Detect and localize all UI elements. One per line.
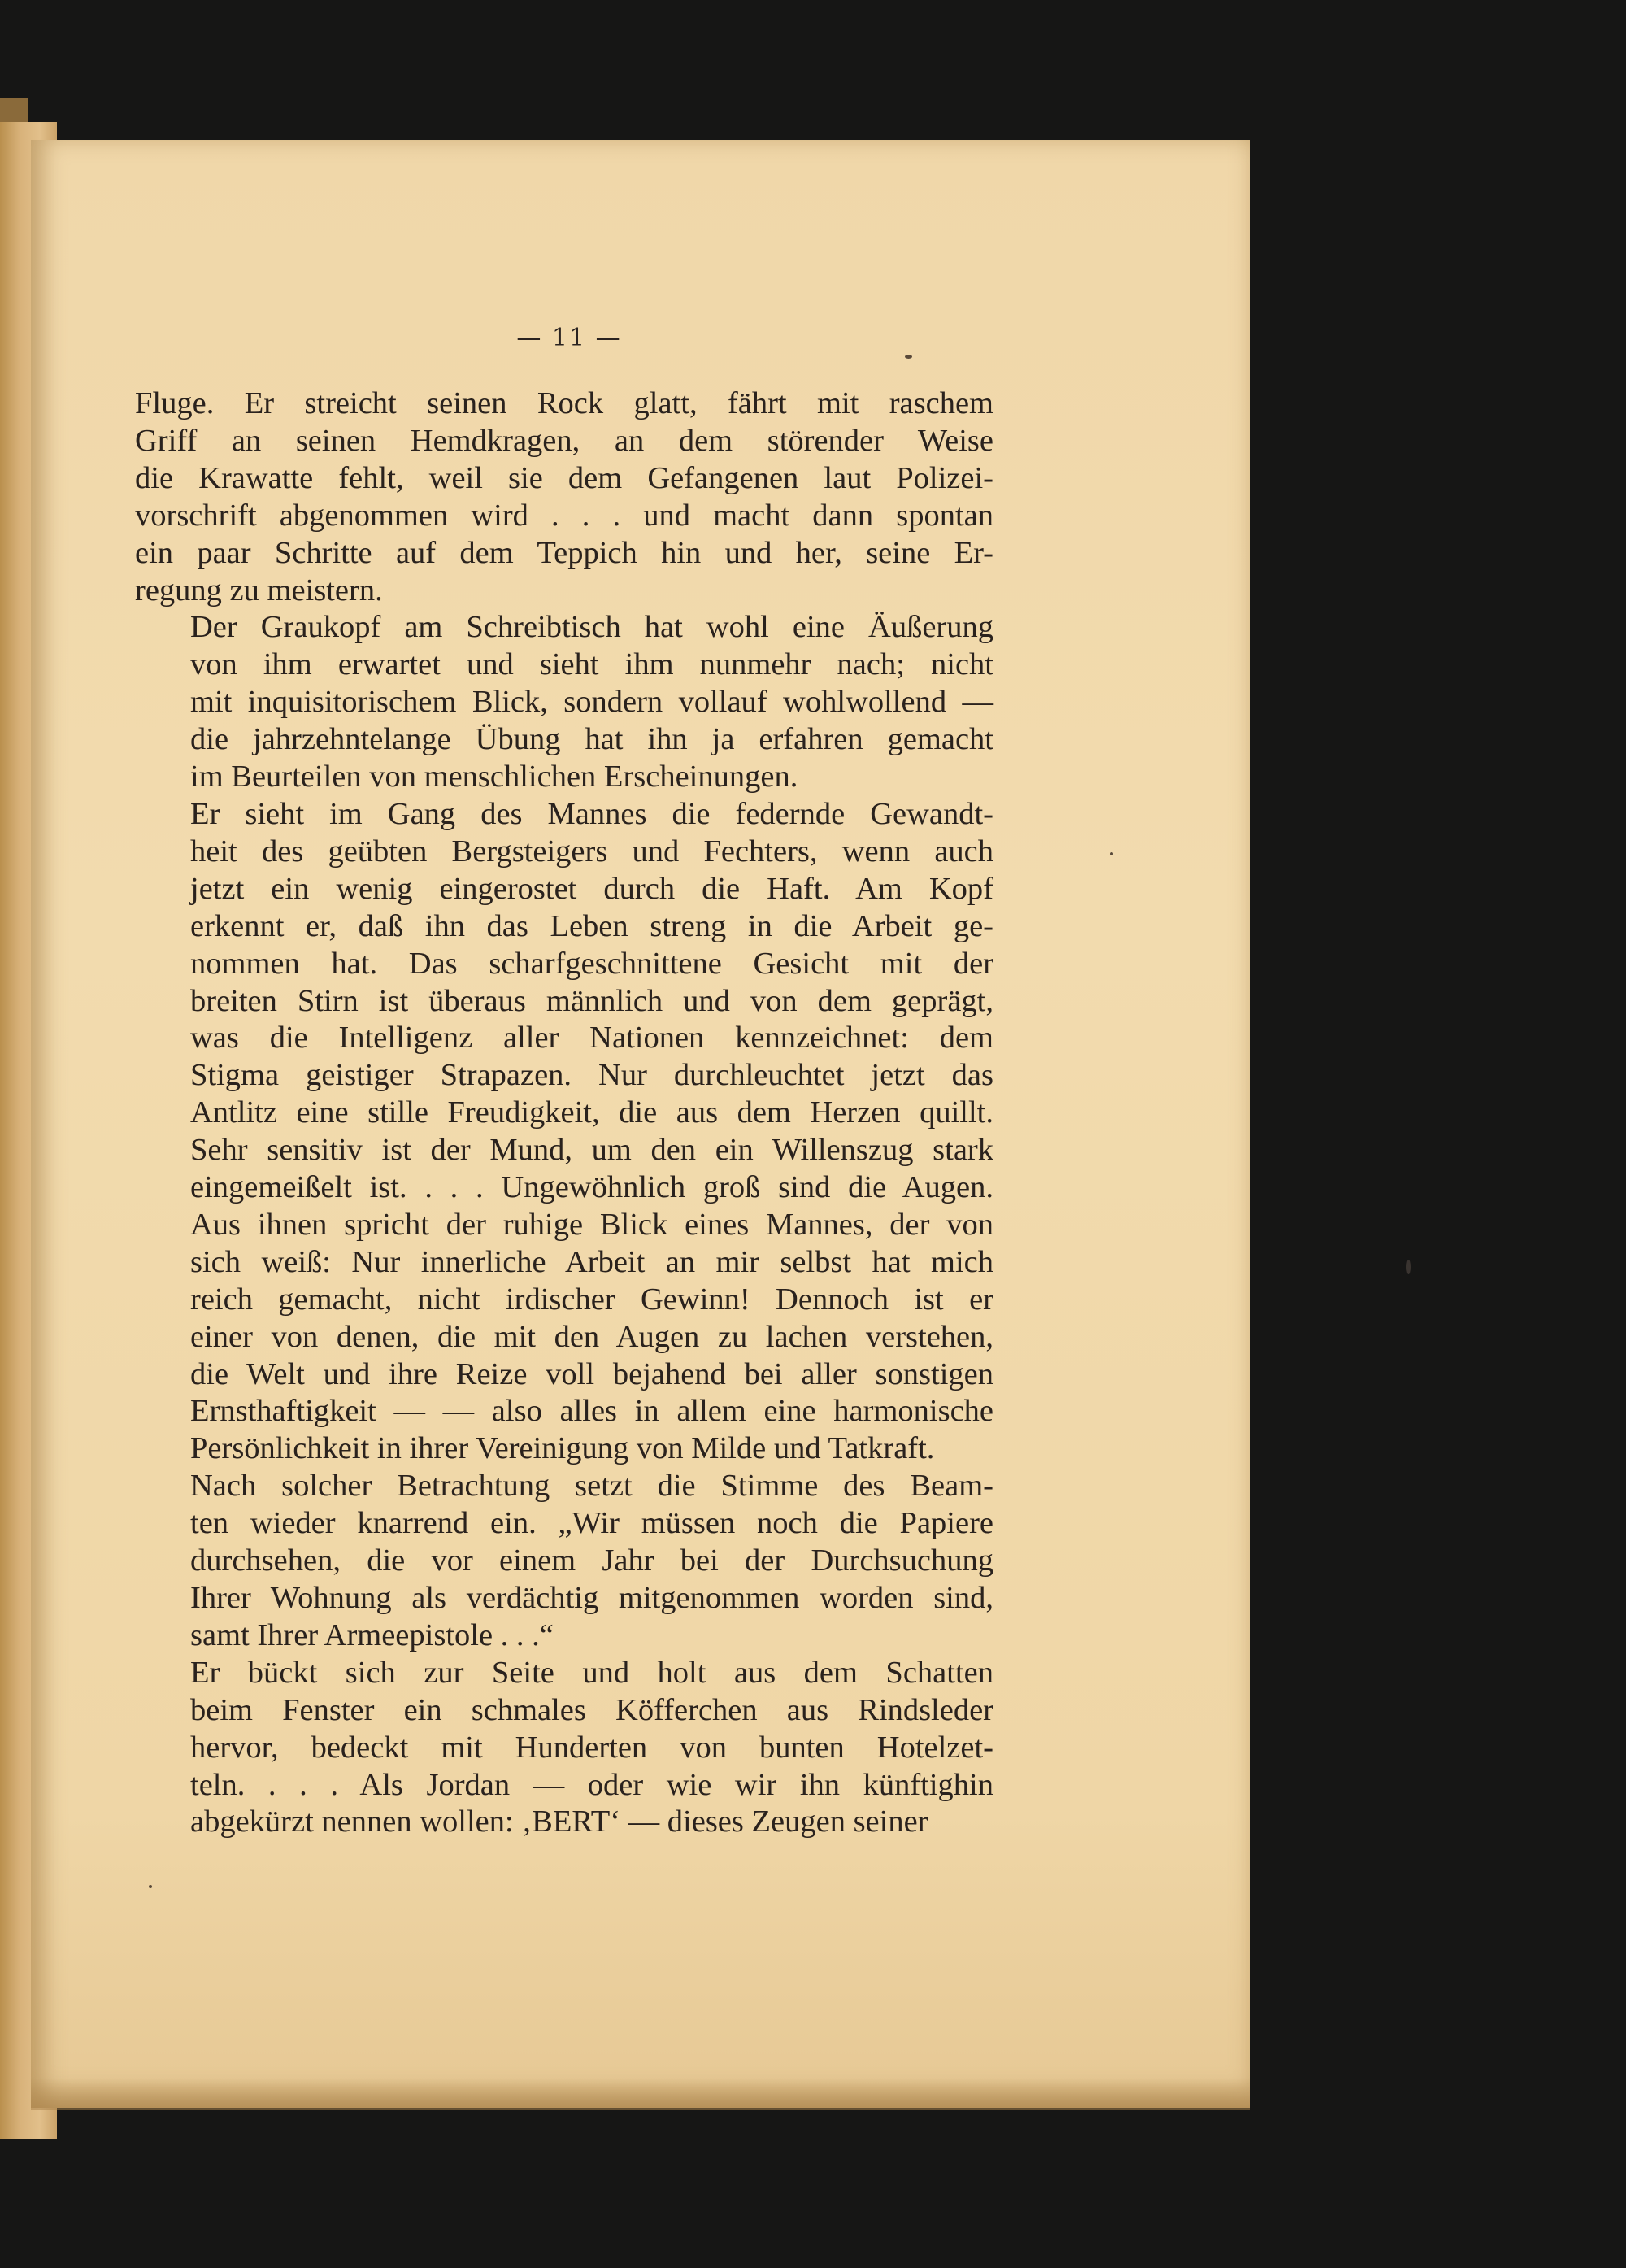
text-line: samt Ihrer Armeepistole . . .“ [190, 1617, 554, 1652]
text-line: erkennt er, daß ihn das Leben streng in die Arbeit ge- [190, 908, 993, 943]
text-line: durchsehen, die vor einem Jahr bei der Durchsuchung [190, 1543, 993, 1578]
text-line: regung zu meistern. [135, 572, 383, 607]
text-line: Antlitz eine stille Freudigkeit, die aus dem Herzen quillt. [190, 1095, 993, 1130]
text-line: Nach solcher Betrachtung setzt die Stimme des Beam- [190, 1469, 993, 1504]
text-line: die jahrzehntelange Übung hat ihn ja erfahren gemacht [190, 722, 993, 757]
paper-speck [1110, 852, 1113, 855]
text-line: mit inquisitorischem Blick, sondern vollauf wohlwollend — [190, 685, 993, 720]
paragraph [135, 1468, 993, 1655]
text-line: vorschrift abgenommen wird . . . und macht dann spontan [135, 498, 993, 533]
text-line: Er sieht im Gang des Mannes die federnde Gewandt- [190, 796, 993, 831]
text-line: reich gemacht, nicht irdischer Gewinn! Dennoch ist er [190, 1282, 993, 1317]
text-line: Ernsthaftigkeit — — also alles in allem eine harmonische [190, 1394, 993, 1429]
paper-speck [905, 355, 912, 359]
paper-speck [1406, 1260, 1411, 1274]
text-line: abgekürzt nennen wollen: ‚BERT‘ — dieses Zeugen seiner [190, 1804, 928, 1839]
paragraph [135, 385, 993, 609]
text-line: Stigma geistiger Strapazen. Nur durchleuchtet jetzt das [190, 1058, 993, 1093]
text-line: die Krawatte fehlt, weil sie dem Gefangenen laut Polizei- [135, 460, 993, 495]
text-line: die Welt und ihre Reize voll bejahend bei aller sonstigen [190, 1356, 993, 1391]
paragraph [135, 609, 993, 796]
page-bottom-shadow [31, 2078, 1250, 2110]
text-line: teln. . . . Als Jordan — oder wie wir ihn künftighin [190, 1767, 993, 1802]
text-line: Sehr sensitiv ist der Mund, um den ein Willenszug stark [190, 1133, 993, 1168]
paragraph [135, 1655, 993, 1842]
page-number [0, 324, 1138, 352]
text-line: Der Graukopf am Schreibtisch hat wohl eine Äußerung [190, 610, 993, 645]
paragraph [135, 796, 993, 1468]
text-line: von ihm erwartet und sieht ihm nunmehr nach; nicht [190, 647, 993, 682]
text-line: Er bückt sich zur Seite und holt aus dem Schatten [190, 1655, 993, 1690]
text-line: heit des geübten Bergsteigers und Fechters, wenn auch [190, 834, 993, 868]
text-line: hervor, bedeckt mit Hunderten von bunten Hotelzet- [190, 1730, 993, 1765]
text-line: im Beurteilen von menschlichen Erscheinungen. [190, 760, 798, 794]
text-line: breiten Stirn ist überaus männlich und von dem geprägt, [190, 983, 993, 1018]
text-line: Ihrer Wohnung als verdächtig mitgenommen worden sind, [190, 1581, 993, 1615]
text-line: sich weiß: Nur innerliche Arbeit an mir selbst hat mich [190, 1244, 993, 1279]
text-line: jetzt ein wenig eingerostet durch die Haft. Am Kopf [190, 871, 993, 906]
text-line: ten wieder knarrend ein. „Wir müssen noch die Papiere [190, 1506, 993, 1541]
text-line: Fluge. Er streicht seinen Rock glatt, fährt mit raschem [135, 386, 993, 420]
text-line: ein paar Schritte auf dem Teppich hin und her, seine Er- [135, 535, 993, 570]
text-line: was die Intelligenz aller Nationen kennzeichnet: dem [190, 1021, 993, 1056]
text-line: Griff an seinen Hemdkragen, an dem störender Weise [135, 423, 993, 458]
page-number-text: — 11 — [516, 324, 622, 352]
text-line: Persönlichkeit in ihrer Vereinigung von Milde und Tatkraft. [190, 1431, 935, 1466]
text-line: eingemeißelt ist. . . . Ungewöhnlich groß sind die Augen. [190, 1170, 993, 1205]
text-line: nommen hat. Das scharfgeschnittene Gesicht mit der [190, 946, 993, 981]
text-line: Aus ihnen spricht der ruhige Blick eines Mannes, der von [190, 1207, 993, 1242]
text-line: beim Fenster ein schmales Köfferchen aus Rindsleder [190, 1692, 993, 1727]
paper-speck [149, 1885, 152, 1888]
body-text [135, 385, 993, 1841]
text-line: einer von denen, die mit den Augen zu lachen verstehen, [190, 1319, 993, 1354]
